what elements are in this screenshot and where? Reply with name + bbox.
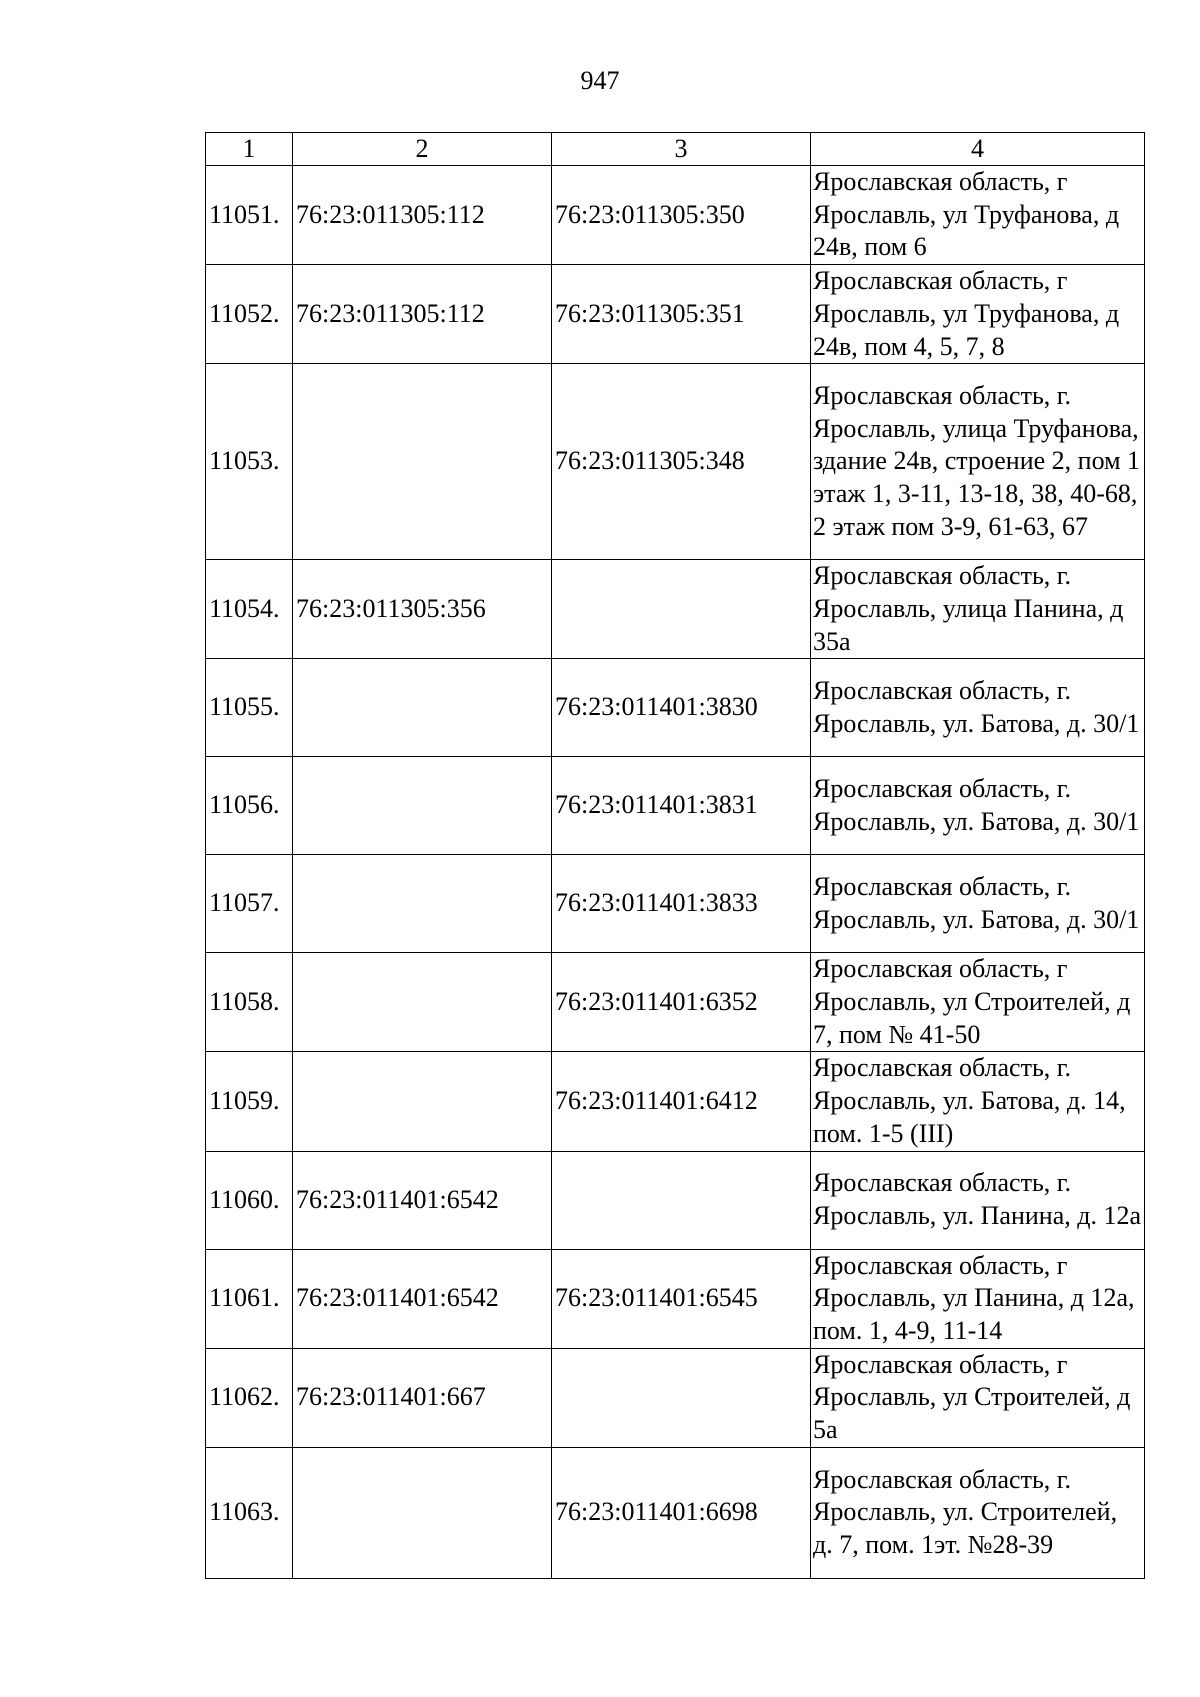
cadastral-number-col3 bbox=[552, 1348, 811, 1447]
row-number: 11061. bbox=[206, 1249, 293, 1348]
cadastral-number-col2: 76:23:011305:112 bbox=[293, 166, 552, 265]
cadastral-number-col2 bbox=[293, 1447, 552, 1578]
cadastral-number-col2 bbox=[293, 1052, 552, 1151]
table-row bbox=[206, 1447, 1145, 1578]
row-number: 11057. bbox=[206, 855, 293, 953]
address-cell: Ярославская область, г Ярославль, ул Труфанова, д 24в, пом 6 bbox=[811, 166, 1145, 265]
table-row bbox=[206, 560, 1145, 659]
cadastral-number-col3: 76:23:011305:351 bbox=[552, 265, 811, 364]
address-cell: Ярославская область, г Ярославль, ул Труфанова, д 24в, пом 4, 5, 7, 8 bbox=[811, 265, 1145, 364]
cadastral-number-col3 bbox=[552, 1151, 811, 1249]
cadastral-number-col3: 76:23:011401:6412 bbox=[552, 1052, 811, 1151]
row-number: 11053. bbox=[206, 364, 293, 560]
table-header-row bbox=[206, 133, 1145, 166]
address-cell: Ярославская область, г Ярославль, ул Строителей, д 7, пом № 41-50 bbox=[811, 953, 1145, 1052]
address-cell: Ярославская область, г. Ярославль, ул. Батова, д. 30/1 bbox=[811, 659, 1145, 757]
table-row bbox=[206, 1052, 1145, 1151]
row-number: 11056. bbox=[206, 757, 293, 855]
row-number: 11058. bbox=[206, 953, 293, 1052]
table-row bbox=[206, 1151, 1145, 1249]
row-number: 11059. bbox=[206, 1052, 293, 1151]
page-number: 947 bbox=[580, 66, 620, 95]
column-header-2: 2 bbox=[293, 133, 552, 166]
cadastral-number-col3: 76:23:011401:3831 bbox=[552, 757, 811, 855]
cadastral-number-col2 bbox=[293, 364, 552, 560]
row-number: 11055. bbox=[206, 659, 293, 757]
table-row bbox=[206, 855, 1145, 953]
address-cell: Ярославская область, г. Ярославль, ул. Батова, д. 14, пом. 1-5 (III) bbox=[811, 1052, 1145, 1151]
address-cell: Ярославская область, г. Ярославль, ул. Батова, д. 30/1 bbox=[811, 855, 1145, 953]
row-number: 11052. bbox=[206, 265, 293, 364]
cadastral-number-col3: 76:23:011401:6352 bbox=[552, 953, 811, 1052]
cadastral-number-col2: 76:23:011401:6542 bbox=[293, 1151, 552, 1249]
address-cell: Ярославская область, г. Ярославль, улица Труфанова, здание 24в, строение 2, пом 1 этаж 1, 3-11, 13-18, 38, 40-68, 2 этаж пом 3-9, 61-63, 67 bbox=[811, 364, 1145, 560]
table-row bbox=[206, 166, 1145, 265]
row-number: 11062. bbox=[206, 1348, 293, 1447]
address-cell: Ярославская область, г. Ярославль, ул. Строителей, д. 7, пом. 1эт. №28-39 bbox=[811, 1447, 1145, 1578]
row-number: 11054. bbox=[206, 560, 293, 659]
cadastral-number-col3: 76:23:011401:3830 bbox=[552, 659, 811, 757]
registry-table bbox=[205, 132, 1145, 1579]
address-cell: Ярославская область, г. Ярославль, ул. Батова, д. 30/1 bbox=[811, 757, 1145, 855]
row-number: 11063. bbox=[206, 1447, 293, 1578]
cadastral-number-col2 bbox=[293, 855, 552, 953]
column-header-1: 1 bbox=[206, 133, 293, 166]
table-row bbox=[206, 1249, 1145, 1348]
table-row bbox=[206, 265, 1145, 364]
row-number: 11060. bbox=[206, 1151, 293, 1249]
column-header-4: 4 bbox=[811, 133, 1145, 166]
cadastral-number-col2 bbox=[293, 659, 552, 757]
row-number: 11051. bbox=[206, 166, 293, 265]
column-header-3: 3 bbox=[552, 133, 811, 166]
address-cell: Ярославская область, г Ярославль, ул Строителей, д 5а bbox=[811, 1348, 1145, 1447]
cadastral-number-col3: 76:23:011305:348 bbox=[552, 364, 811, 560]
address-cell: Ярославская область, г. Ярославль, ул. Панина, д. 12а bbox=[811, 1151, 1145, 1249]
cadastral-number-col3 bbox=[552, 560, 811, 659]
cadastral-number-col3: 76:23:011305:350 bbox=[552, 166, 811, 265]
table-row bbox=[206, 1348, 1145, 1447]
cadastral-number-col2 bbox=[293, 953, 552, 1052]
table-row bbox=[206, 757, 1145, 855]
cadastral-number-col2: 76:23:011401:667 bbox=[293, 1348, 552, 1447]
cadastral-number-col3: 76:23:011401:6698 bbox=[552, 1447, 811, 1578]
address-cell: Ярославская область, г. Ярославль, улица Панина, д 35а bbox=[811, 560, 1145, 659]
cadastral-number-col3: 76:23:011401:6545 bbox=[552, 1249, 811, 1348]
cadastral-number-col2: 76:23:011305:112 bbox=[293, 265, 552, 364]
cadastral-number-col2: 76:23:011305:356 bbox=[293, 560, 552, 659]
cadastral-number-col2 bbox=[293, 757, 552, 855]
cadastral-number-col3: 76:23:011401:3833 bbox=[552, 855, 811, 953]
cadastral-number-col2: 76:23:011401:6542 bbox=[293, 1249, 552, 1348]
table-row bbox=[206, 659, 1145, 757]
table-row bbox=[206, 953, 1145, 1052]
address-cell: Ярославская область, г Ярославль, ул Панина, д 12а, пом. 1, 4-9, 11-14 bbox=[811, 1249, 1145, 1348]
table-row bbox=[206, 364, 1145, 560]
